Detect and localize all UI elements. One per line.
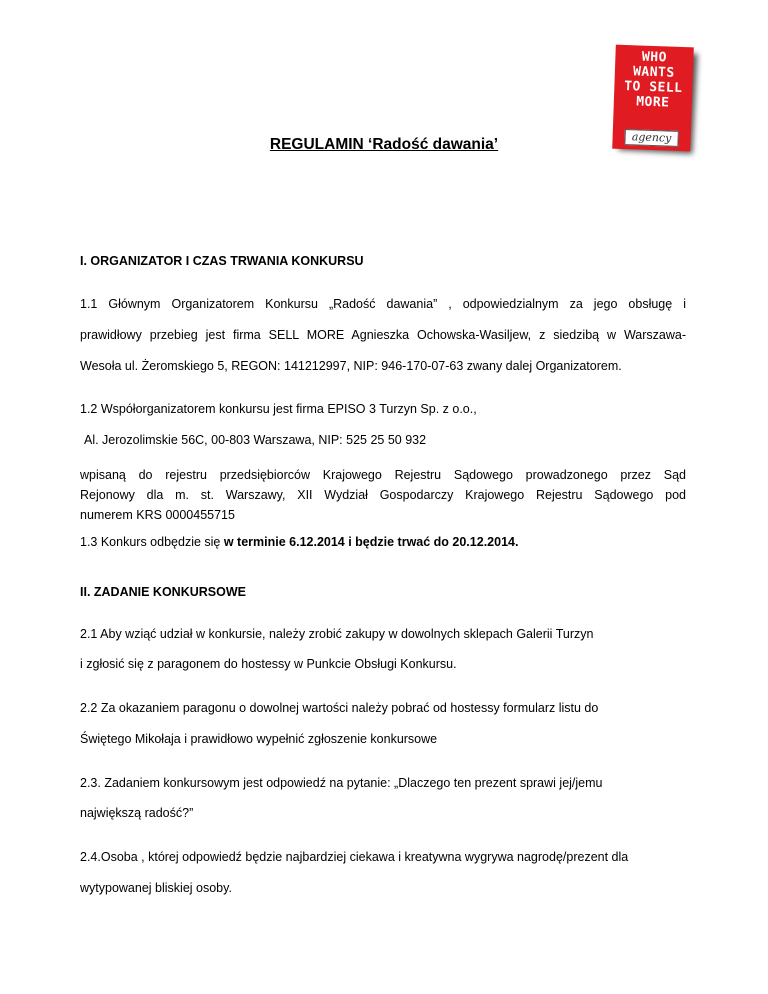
logo-line-3: TO SELL xyxy=(623,78,683,97)
section-1-heading: I. ORGANIZATOR I CZAS TRWANIA KONKURSU xyxy=(80,254,364,268)
paragraph-1-2-line-1: 1.2 Współorganizatorem konkursu jest firma EPISO 3 Turzyn Sp. z o.o., xyxy=(80,402,477,416)
paragraph-2-3-line-2: największą radość?” xyxy=(80,806,194,820)
paragraph-1-3-dates: w terminie 6.12.2014 i będzie trwać do 20.12.2014. xyxy=(223,535,519,549)
paragraph-1-2-address: Al. Jerozolimskie 56C, 00-803 Warszawa, NIP: 525 25 50 932 xyxy=(84,433,427,447)
logo-tagline: agency xyxy=(624,129,679,147)
paragraph-1-3-prefix: 1.3 Konkurs odbędzie się xyxy=(80,535,224,549)
logo-line-4: MORE xyxy=(635,94,670,111)
paragraph-2-2-line-2: Świętego Mikołaja i prawidłowo wypełnić zgłoszenie konkursowe xyxy=(80,732,438,746)
paragraph-1-1-line-3: Wesoła ul. Żeromskiego 5, REGON: 141212997, NIP: 946-170-07-63 zwany dalej Organizatorem. xyxy=(80,359,622,373)
paragraph-2-4-line-1: 2.4.Osoba , której odpowiedź będzie najbardziej ciekawa i kreatywna wygrywa nagrodę/prezent dla xyxy=(80,850,629,864)
paragraph-2-2-line-1: 2.2 Za okazaniem paragonu o dowolnej wartości należy pobrać od hostessy formularz listu do xyxy=(80,701,599,715)
paragraph-1-3 xyxy=(80,535,518,549)
paragraph-1-2-body-line-2: Rejonowy dla m. st. Warszawy, XII Wydział Gospodarczy Krajowego Rejestru Sądowego pod xyxy=(80,488,686,502)
logo-line-2: WANTS xyxy=(632,64,675,81)
paragraph-1-1-line-2: prawidłowy przebieg jest firma SELL MORE Agnieszka Ochowska-Wasiljew, z siedzibą w Warszawa- xyxy=(80,328,686,342)
logo-line-1: WHO xyxy=(641,49,668,66)
section-2-heading: II. ZADANIE KONKURSOWE xyxy=(80,585,246,599)
paragraph-1-1-line-1: 1.1 Głównym Organizatorem Konkursu „Radość dawania” , odpowiedzialnym za jego obsługę i xyxy=(80,297,686,311)
logo-wordmark xyxy=(620,49,688,111)
paragraph-1-2-body-line-3: numerem KRS 0000455715 xyxy=(80,508,235,522)
document-title: REGULAMIN ‘Radość dawania’ xyxy=(269,136,499,153)
paragraph-2-1-line-1: 2.1 Aby wziąć udział w konkursie, należy zrobić zakupy w dowolnych sklepach Galerii Turzyn xyxy=(80,627,594,641)
paragraph-2-3-line-1: 2.3. Zadaniem konkursowym jest odpowiedź na pytanie: „Dlaczego ten prezent sprawi jej/jemu xyxy=(80,776,603,790)
paragraph-2-1-line-2: i zgłosić się z paragonem do hostessy w Punkcie Obsługi Konkursu. xyxy=(80,657,457,671)
paragraph-2-4-line-2: wytypowanej bliskiej osoby. xyxy=(80,881,232,895)
paragraph-1-2-body-line-1: wpisaną do rejestru przedsiębiorców Krajowego Rejestru Sądowego prowadzonego przez Sąd xyxy=(80,468,686,482)
